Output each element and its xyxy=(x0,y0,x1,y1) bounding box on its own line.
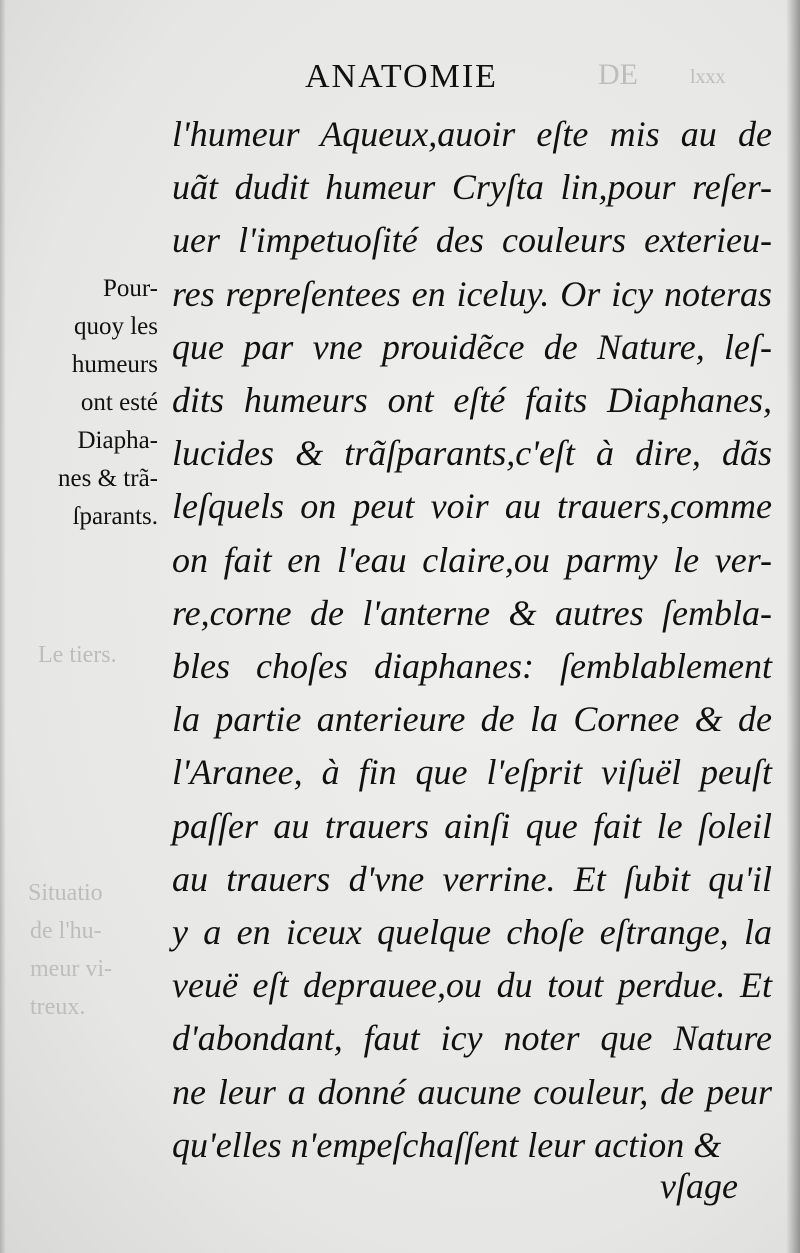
text-line: paſſer au trauers ainſi que fait le ſoleil xyxy=(172,805,772,846)
text-line: l'humeur Aqueux,auoir eſte mis au de xyxy=(172,114,772,154)
catchword: vſage xyxy=(660,1166,738,1206)
margin-note-line: Pour- xyxy=(102,275,158,302)
gutter-shadow xyxy=(0,0,6,1253)
text-line: que par vne prouidẽce de Nature, leſ- xyxy=(172,326,772,367)
body-text xyxy=(172,108,772,1172)
text-line: re,corne de l'anterne & autres ſembla- xyxy=(172,592,772,633)
text-line: qu'elles n'empeſchaſſent leur action & xyxy=(172,1124,722,1165)
bleed-through-text: lxxx xyxy=(690,66,726,88)
text-line: lucides & trãſparants,c'eſt à dire, dãs xyxy=(172,433,772,474)
margin-note-line: humeurs xyxy=(71,351,158,378)
bleed-through-text: de l'hu- xyxy=(30,918,102,944)
text-line: la partie anterieure de la Cornee & de xyxy=(172,699,772,740)
text-line: y a en iceux quelque choſe eſtrange, la xyxy=(172,912,772,953)
page-edge-shadow xyxy=(786,0,800,1253)
text-line: on fait en l'eau claire,ou parmy le ver- xyxy=(172,539,772,580)
text-line: uer l'impetuoſité des couleurs exterieu- xyxy=(172,220,772,261)
bleed-through-text: Le tiers. xyxy=(38,642,117,668)
margin-note-line: ſparants. xyxy=(72,503,158,530)
margin-note-line: nes & trã- xyxy=(58,465,158,492)
text-line: d'abondant, faut icy noter que Nature xyxy=(172,1018,772,1059)
bleed-through-text: Situatio xyxy=(28,880,103,906)
bleed-through-text: treux. xyxy=(30,994,86,1020)
text-line: leſquels on peut voir au trauers,comme xyxy=(172,486,772,527)
margin-note xyxy=(18,270,158,536)
text-line: res repreſentees en iceluy. Or icy noteras xyxy=(172,273,772,314)
text-line: ne leur a donné aucune couleur, de peur xyxy=(172,1071,772,1112)
text-line: dits humeurs ont eſté faits Diaphanes, xyxy=(172,380,772,421)
margin-note-line: quoy les xyxy=(73,313,158,340)
text-line: uãt dudit humeur Cryſta lin,pour reſer- xyxy=(172,167,772,208)
bleed-through-text: meur vi- xyxy=(30,956,112,982)
text-line: bles choſes diaphanes: ſemblablement xyxy=(172,646,772,687)
text-line: l'Aranee, à fin que l'eſprit viſuël peuſt xyxy=(172,752,772,793)
text-line: au trauers d'vne verrine. Et ſubit qu'il xyxy=(172,858,772,899)
margin-note-line: ont esté xyxy=(80,389,158,416)
running-head: ANATOMIE xyxy=(305,58,498,95)
bleed-through-text: DE xyxy=(598,58,638,91)
text-line: veuë eſt deprauee,ou du tout perdue. Et xyxy=(172,965,772,1006)
margin-note-line: Diapha- xyxy=(77,427,158,454)
